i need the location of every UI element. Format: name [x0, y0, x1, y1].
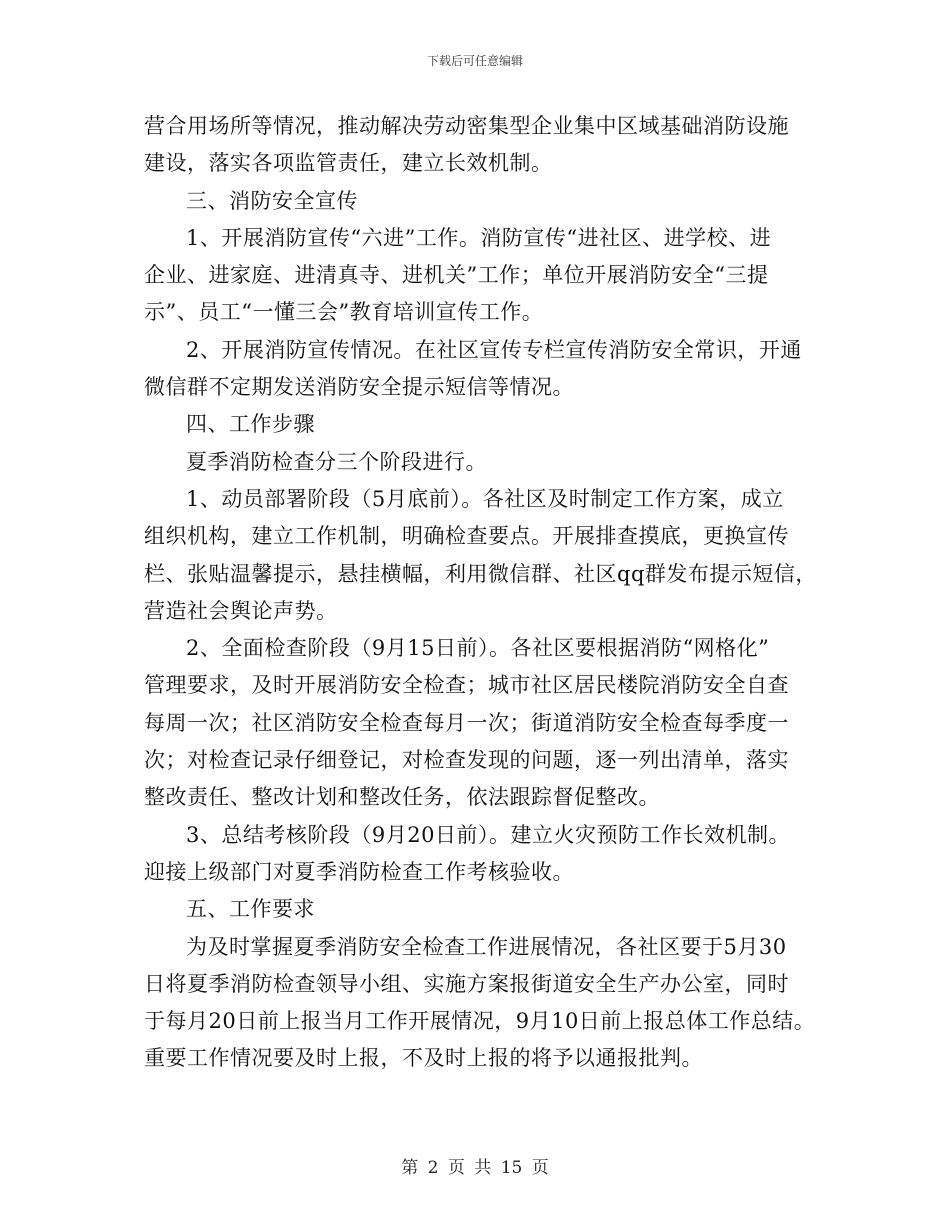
text-line: 五、工作要求 [186, 897, 315, 922]
text-line: 建设，落实各项监管责任，建立长效机制。 [144, 151, 553, 176]
text-line: 次；对检查记录仔细登记，对检查发现的问题，逐一列出清单，落实 [144, 748, 789, 773]
page-footer: 第 2 页 共 15 页 [401, 1158, 549, 1178]
text-line: 1、动员部署阶段（5月底前）。各社区及时制定工作方案，成立 [186, 486, 784, 511]
text-line: 管理要求，及时开展消防安全检查；城市社区居民楼院消防安全自查 [144, 673, 789, 698]
text-line: 2、开展消防宣传情况。在社区宣传专栏宣传消防安全常识，开通 [186, 337, 802, 362]
page-header: 下载后可任意编辑 [426, 54, 523, 68]
text-line: 四、工作步骤 [186, 412, 315, 437]
text-line: 每周一次；社区消防安全检查每月一次；街道消防安全检查每季度一 [144, 710, 789, 735]
text-line: 企业、进家庭、进清真寺、进机关”工作；单位开展消防安全“三提 [144, 263, 769, 288]
text-line: 三、消防安全宣传 [186, 188, 358, 213]
text-line: 栏、张贴温馨提示，悬挂横幅，利用微信群、社区qq群发布提示短信， [144, 561, 817, 586]
text-line: 营合用场所等情况，推动解决劳动密集型企业集中区域基础消防设施 [144, 114, 789, 138]
document-body [144, 108, 817, 1078]
text-line: 日将夏季消防检查领导小组、实施方案报街道安全生产办公室，同时 [144, 971, 789, 996]
text-line: 微信群不定期发送消防安全提示短信等情况。 [144, 375, 574, 400]
text-line: 重要工作情况要及时上报，不及时上报的将予以通报批判。 [144, 1046, 703, 1071]
text-line: 1、开展消防宣传“六进”工作。消防宣传“进社区、进学校、进 [186, 225, 772, 250]
text-line: 3、总结考核阶段（9月20日前）。建立火灾预防工作长效机制。 [186, 822, 790, 847]
text-line: 夏季消防检查分三个阶段进行。 [186, 449, 487, 474]
text-line: 整改责任、整改计划和整改任务，依法跟踪督促整改。 [144, 785, 660, 810]
text-line: 为及时掌握夏季消防安全检查工作进展情况，各社区要于5月30 [186, 934, 787, 959]
text-line: 示”、员工“一懂三会”教育培训宣传工作。 [144, 300, 544, 325]
text-line: 2、全面检查阶段（9月15日前）。各社区要根据消防“网格化” [186, 636, 770, 661]
text-line: 迎接上级部门对夏季消防检查工作考核验收。 [144, 859, 574, 884]
text-line: 于每月20日前上报当月工作开展情况，9月10日前上报总体工作总结。 [144, 1009, 816, 1034]
text-line: 营造社会舆论声势。 [144, 598, 338, 623]
text-line: 组织机构，建立工作机制，明确检查要点。开展排查摸底，更换宣传 [144, 524, 789, 549]
